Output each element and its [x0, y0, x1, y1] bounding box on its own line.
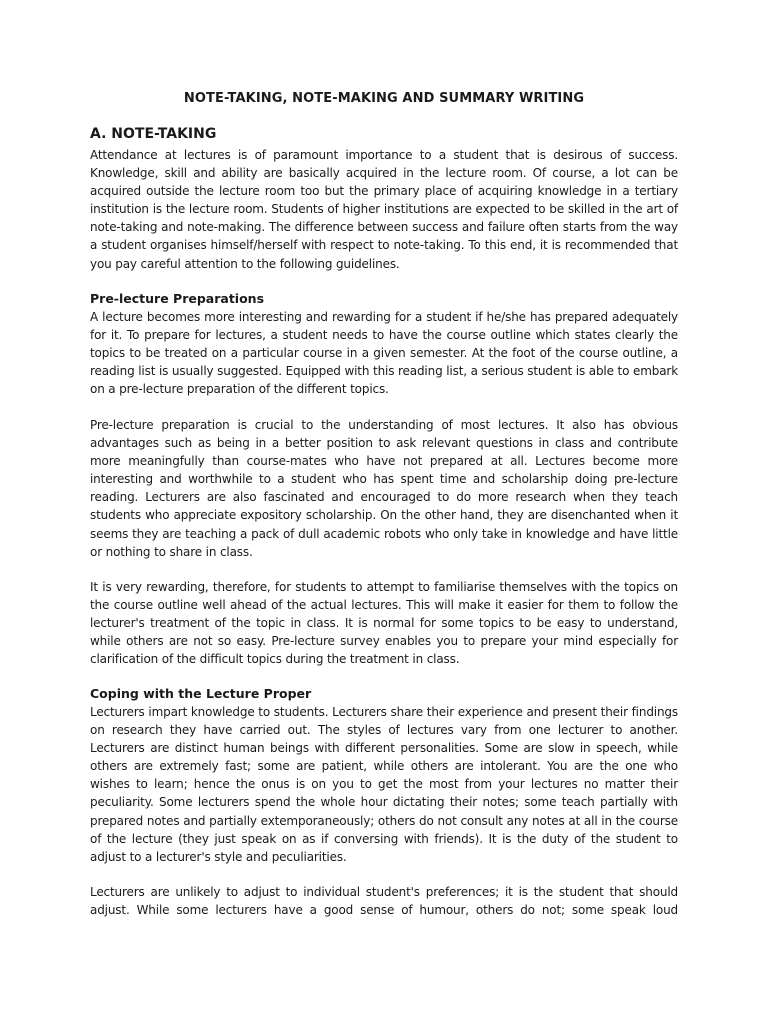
paragraph-coping-1: Lecturers impart knowledge to students. Lecturers share their experience and present their findings on research they have carried out. The styles of lectures vary from one lecturer to another. Lecturers are distinct human beings with different personalities. Some are slow in speech, while others are extremely fast; some are patient, while others are intolerant. You are the one who wishes to learn; hence the onus is on you to get the most from your lectures no matter their peculiarity. Some lecturers spend the whole hour dictating their notes; some teach partially with prepared notes and partially extemporaneously; others do not consult any notes at all in the course of the lecture (they just speak on as if conversing with friends). It is the duty of the student to adjust to a lecturer's style and peculiarities. — [90, 705, 678, 864]
paragraph-pre-lecture-2: Pre-lecture preparation is crucial to the understanding of most lectures. It also has obvious advantages such as being in a better position to ask relevant questions in class and contribute more meaningfully than course-mates who have not prepared at all. Lectures become more interesting and worthwhile to a student who has spent time and scholarship doing pre-lecture reading. Lecturers are also fascinated and encouraged to do more research when they teach students who appreciate expository scholarship. On the other hand, they are disenchanted when it seems they are teaching a pack of dull academic robots who only take in knowledge and have little or nothing to share in class. — [90, 418, 678, 559]
subheading-pre-lecture: Pre-lecture Preparations — [90, 291, 265, 306]
section-heading-note-taking: A. NOTE-TAKING — [90, 126, 217, 142]
paragraph-coping-2: Lecturers are unlikely to adjust to individual student's preferences; it is the student that should adjust. While some lecturers have a good sense of humour, others do not; some speak loud — [90, 885, 678, 918]
paragraph-intro: Attendance at lectures is of paramount importance to a student that is desirous of success. Knowledge, skill and ability are basically acquired in the lecture room. Of course, a lot can be acquired outside the lecture room too but the primary place of acquiring knowledge in a tertiary institution is the lecture room. Students of higher institutions are expected to be skilled in the art of note-taking and note-making. The difference between success and failure often starts from the way a student organises himself/herself with respect to note-taking. To this end, it is recommended that you pay careful attention to the following guidelines. — [90, 148, 678, 271]
paragraph-pre-lecture-3: It is very rewarding, therefore, for students to attempt to familiarise themselves with the topics on the course outline well ahead of the actual lectures. This will make it easier for them to follow the lecturer's treatment of the topic in class. It is normal for some topics to be easy to understand, while others are not so easy. Pre-lecture survey enables you to prepare your mind especially for clarification of the difficult topics during the treatment in class. — [90, 580, 678, 667]
paragraph-pre-lecture-1: A lecture becomes more interesting and rewarding for a student if he/she has prepared adequately for it. To prepare for lectures, a student needs to have the course outline which states clearly the topics to be treated on a particular course in a given semester. At the foot of the course outline, a reading list is usually suggested. Equipped with this reading list, a serious student is able to embark on a pre-lecture preparation of the different topics. — [90, 310, 678, 397]
subheading-coping: Coping with the Lecture Proper — [90, 686, 312, 701]
page-title: NOTE-TAKING, NOTE-MAKING AND SUMMARY WRITING — [183, 91, 585, 106]
